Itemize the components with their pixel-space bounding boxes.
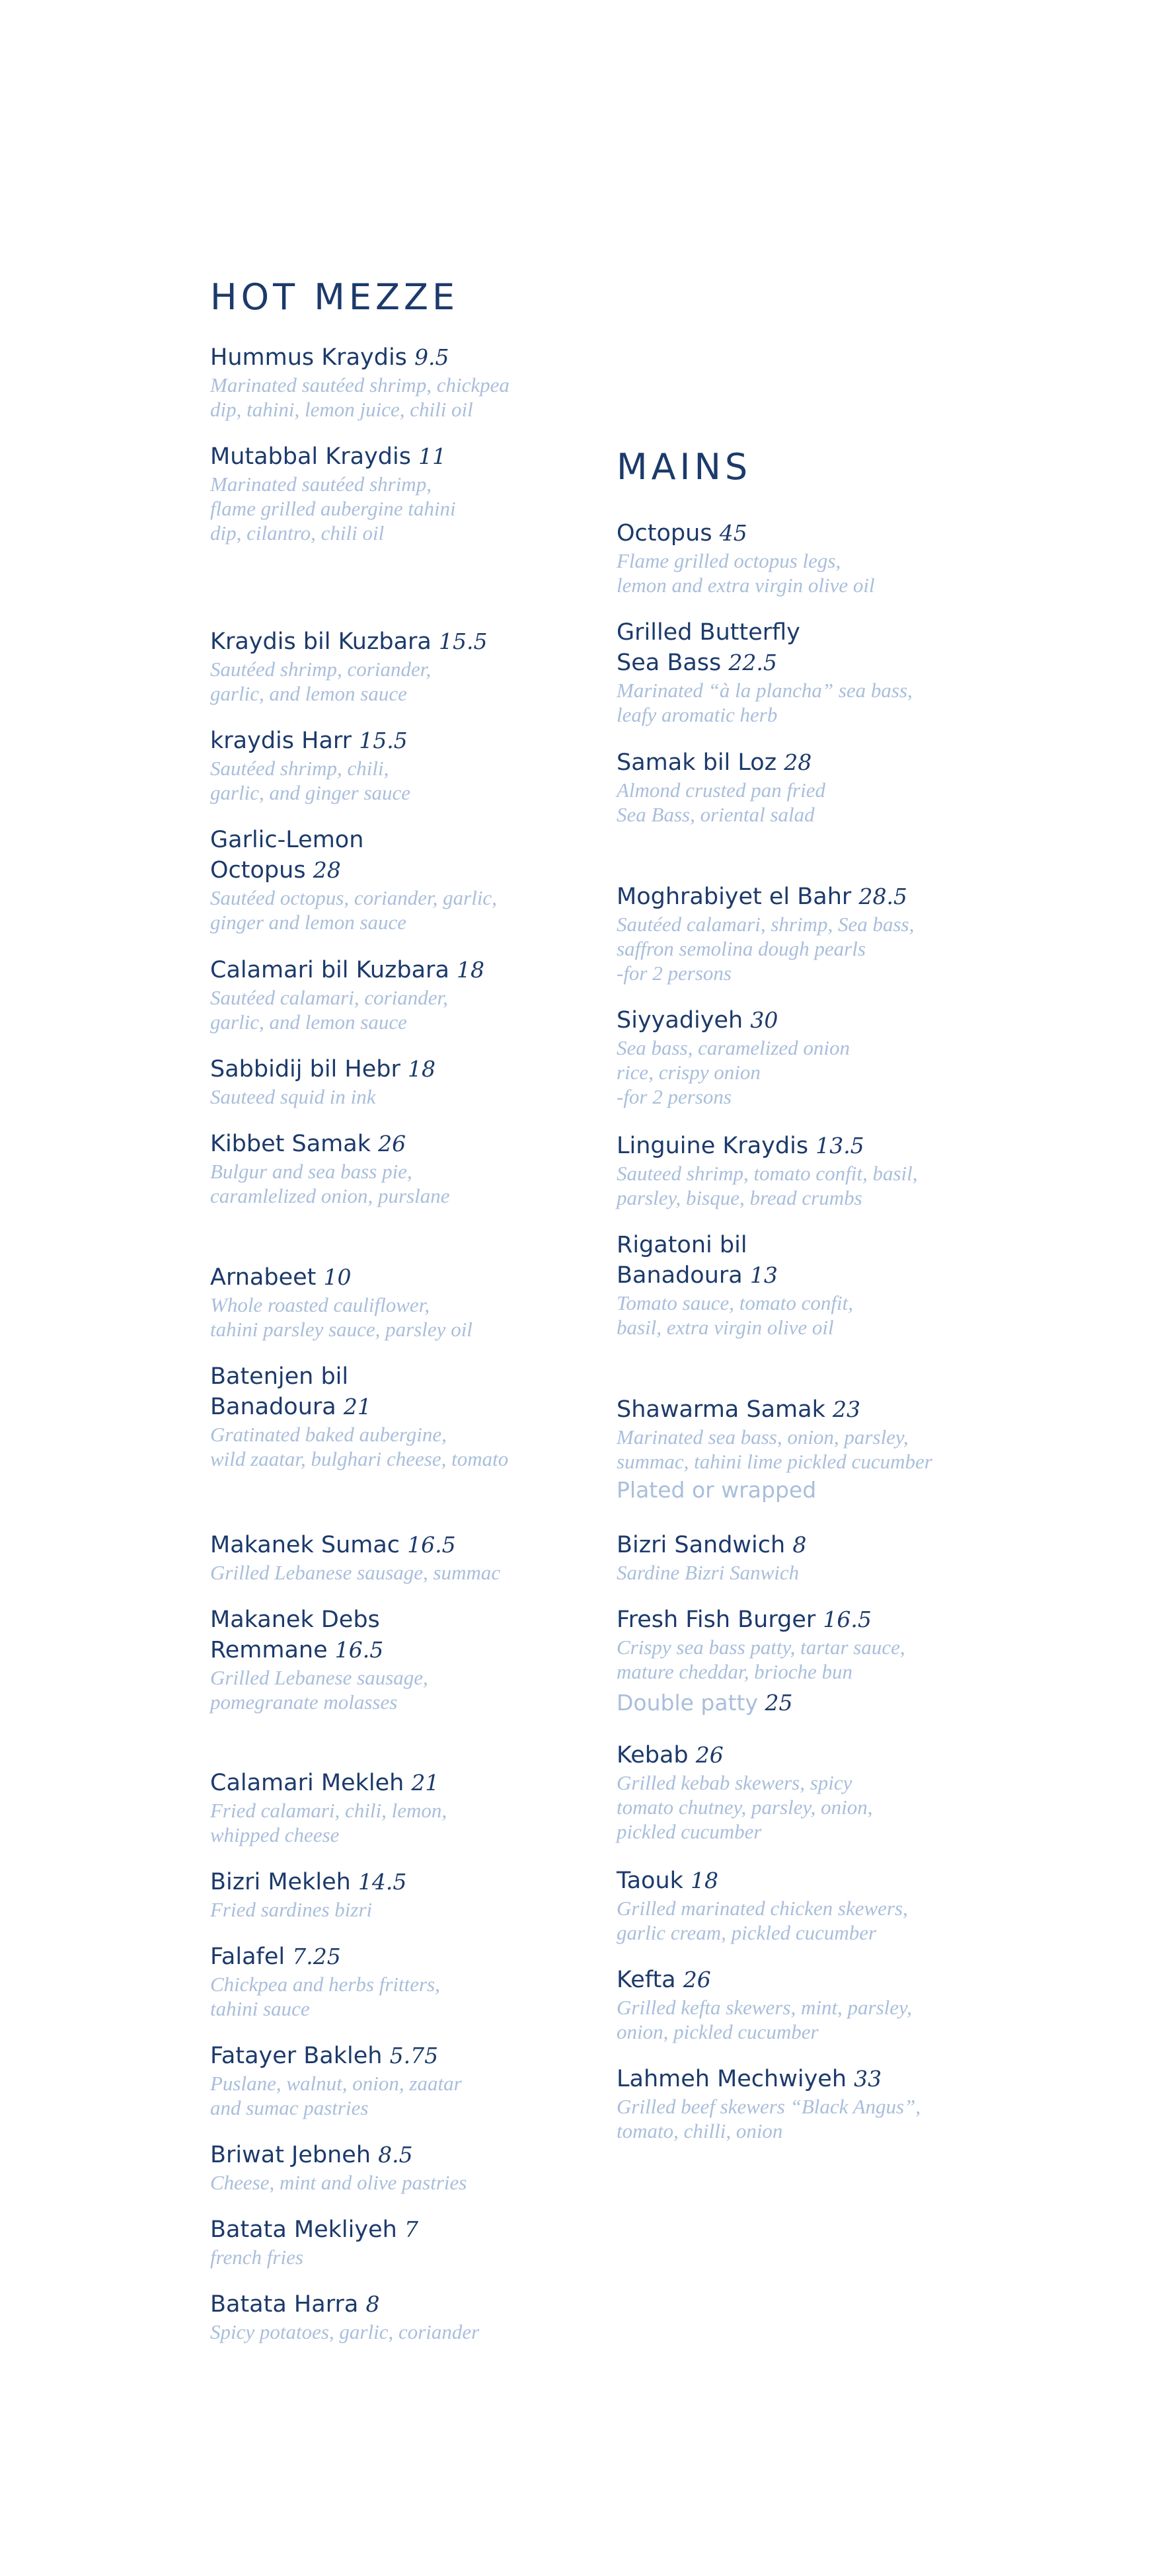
item-price: 15.5 xyxy=(439,628,488,654)
item-description: Sautéed shrimp, chili, xyxy=(210,757,389,780)
menu-item-batata-harra xyxy=(210,2289,580,2344)
item-price: 21 xyxy=(343,1394,371,1420)
item-description: Marinated “à la plancha” sea bass, xyxy=(617,679,913,702)
item-name-text: Moghrabiyet el Bahr xyxy=(617,884,852,910)
item-name xyxy=(617,617,987,648)
double-patty-option: Double patty 25 xyxy=(617,1690,793,1716)
item-price: 18 xyxy=(408,1056,436,1082)
item-name xyxy=(210,342,580,373)
item-description: Fried calamari, chili, lemon, xyxy=(210,1799,447,1822)
item-name-text: Kraydis bil Kuzbara xyxy=(210,628,432,655)
item-description: Cheese, mint and olive pastries xyxy=(210,2171,467,2194)
item-name xyxy=(210,1392,580,1422)
item-description: garlic, and lemon sauce xyxy=(210,682,407,705)
item-name-text: Shawarma Samak xyxy=(617,1396,825,1423)
item-name xyxy=(210,1768,580,1798)
item-name-text: Octopus xyxy=(210,857,306,884)
item-description: wild zaatar, bulghari cheese, tomato xyxy=(210,1447,509,1470)
item-price: 18 xyxy=(457,957,485,983)
item-name-text: Kefta xyxy=(617,1967,676,1993)
item-name xyxy=(210,1262,580,1293)
item-name-text: Batata Mekliyeh xyxy=(210,2216,397,2243)
item-price: 21 xyxy=(411,1770,439,1796)
menu-item-bizri-mekleh xyxy=(210,1867,580,1922)
item-description: Almond crusted pan fried xyxy=(617,778,825,802)
item-name-text: Kebab xyxy=(617,1742,689,1768)
item-description: Marinated sautéed shrimp, xyxy=(210,473,432,496)
item-name xyxy=(617,648,987,678)
item-name xyxy=(210,1129,580,1159)
menu-item-fatayer-bakleh xyxy=(210,2041,580,2120)
item-price: 13 xyxy=(749,1262,778,1288)
item-name xyxy=(617,747,987,778)
item-name-text: Fatayer Bakleh xyxy=(210,2043,383,2069)
menu-item-taouk xyxy=(617,1866,987,1945)
item-description: basil, extra virgin olive oil xyxy=(617,1316,834,1339)
item-price: 30 xyxy=(750,1007,778,1033)
item-description: ginger and lemon sauce xyxy=(210,911,407,934)
item-description: pickled cucumber xyxy=(617,1820,762,1843)
item-description: Marinated sea bass, onion, parsley, xyxy=(617,1425,909,1449)
item-description: -for 2 persons xyxy=(617,1085,732,1108)
item-name xyxy=(210,825,580,855)
item-description: Flame grilled octopus legs, xyxy=(617,549,841,572)
item-description: garlic cream, pickled cucumber xyxy=(617,1921,877,1944)
item-name xyxy=(617,882,987,912)
item-description: Puslane, walnut, onion, zaatar xyxy=(210,2072,462,2095)
item-description: Grilled kefta skewers, mint, parsley, xyxy=(617,1996,912,2019)
menu-item-batata-mekliyeh xyxy=(210,2215,580,2269)
item-price: 26 xyxy=(378,1131,406,1156)
item-name xyxy=(617,518,987,549)
item-description: Whole roasted cauliflower, xyxy=(210,1293,430,1316)
item-price: 8.5 xyxy=(378,2142,413,2168)
item-description: Grilled kebab skewers, spicy xyxy=(617,1771,852,1794)
item-price: 13.5 xyxy=(815,1133,864,1158)
item-description: Sautéed calamari, coriander, xyxy=(210,986,448,1009)
item-description: Grilled beef skewers “Black Angus”, xyxy=(617,2095,921,2118)
item-description: saffron semolina dough pearls xyxy=(617,937,866,960)
item-name xyxy=(210,855,580,886)
item-description: dip, tahini, lemon juice, chili oil xyxy=(210,398,473,421)
item-description: pomegranate molasses xyxy=(210,1690,398,1714)
item-name xyxy=(617,1131,987,1161)
item-description: onion, pickled cucumber xyxy=(617,2020,819,2043)
section-title-hot-mezze: HOT MEZZE xyxy=(210,276,459,318)
item-name-text: kraydis Harr xyxy=(210,728,352,754)
item-name-text: Calamari bil Kuzbara xyxy=(210,957,449,983)
item-description: flame grilled aubergine tahini xyxy=(210,497,456,520)
item-price: 16.5 xyxy=(823,1607,872,1632)
item-name xyxy=(617,1394,987,1425)
item-name xyxy=(617,1866,987,1896)
item-name xyxy=(210,2140,580,2170)
item-price: 9.5 xyxy=(414,344,449,370)
item-name-text: Taouk xyxy=(617,1868,683,1894)
item-price: 10 xyxy=(323,1264,352,1290)
menu-item-briwat-jebneh xyxy=(210,2140,580,2195)
item-price: 28.5 xyxy=(858,884,907,909)
item-name-text: Garlic-Lemon xyxy=(210,827,364,853)
item-description: tahini sauce xyxy=(210,1997,310,2020)
item-name xyxy=(210,726,580,756)
item-price: 5.75 xyxy=(389,2043,439,2068)
menu-item-calamari-bil-kuzbara xyxy=(210,955,580,1034)
menu-item-kraydis-harr xyxy=(210,726,580,805)
item-price: 16.5 xyxy=(407,1532,456,1558)
item-name xyxy=(617,1740,987,1770)
item-description: whipped cheese xyxy=(210,1823,340,1846)
item-name xyxy=(210,1635,580,1665)
double-patty-price: 25 xyxy=(765,1690,793,1716)
item-description: Sea Bass, oriental salad xyxy=(617,803,815,826)
item-name xyxy=(210,1361,580,1392)
menu-item-kibbet-samak xyxy=(210,1129,580,1208)
item-description: garlic, and lemon sauce xyxy=(210,1010,407,1034)
item-name xyxy=(210,1867,580,1897)
item-description: dip, cilantro, chili oil xyxy=(210,521,385,545)
item-name xyxy=(210,1942,580,1972)
item-name-text: Linguine Kraydis xyxy=(617,1133,809,1159)
item-description: Tomato sauce, tomato confit, xyxy=(617,1291,853,1314)
menu-item-siyyadiyeh xyxy=(617,1005,987,1109)
item-name-text: Remmane xyxy=(210,1637,328,1663)
item-name-text: Calamari Mekleh xyxy=(210,1770,404,1796)
menu-item-hummus-kraydis xyxy=(210,342,580,422)
menu-item-kefta xyxy=(617,1965,987,2044)
item-name xyxy=(617,1230,987,1260)
item-price: 18 xyxy=(691,1868,719,1893)
item-description: Grilled marinated chicken skewers, xyxy=(617,1897,908,1920)
item-name-text: Mutabbal Kraydis xyxy=(210,443,411,470)
item-description: summac, tahini lime pickled cucumber xyxy=(617,1450,932,1473)
menu-item-makanek-sumac xyxy=(210,1530,580,1585)
item-name-text: Makanek Debs xyxy=(210,1607,380,1633)
item-name-text: Lahmeh Mechwiyeh xyxy=(617,2066,847,2092)
item-price: 8 xyxy=(365,2291,380,2317)
item-name xyxy=(617,2064,987,2094)
item-description: Fried sardines bizri xyxy=(210,1898,373,1921)
item-description: tomato, chilli, onion xyxy=(617,2119,783,2142)
item-price: 45 xyxy=(719,520,747,546)
item-description: and sumac pastries xyxy=(210,2096,369,2119)
item-description: Gratinated baked aubergine, xyxy=(210,1423,447,1446)
item-name xyxy=(210,626,580,657)
item-description: tahini parsley sauce, parsley oil xyxy=(210,1318,472,1341)
item-price: 28 xyxy=(313,857,341,883)
menu-item-octopus xyxy=(617,518,987,597)
item-description: tomato chutney, parsley, onion, xyxy=(617,1796,873,1819)
menu-item-lahmeh-mechwiyeh xyxy=(617,2064,987,2143)
section-title-mains: MAINS xyxy=(617,446,752,488)
item-name xyxy=(210,2041,580,2071)
menu-item-moghrabiyet-el-bahr xyxy=(617,882,987,985)
item-name-text: Arnabeet xyxy=(210,1264,317,1291)
menu-item-bizri-sandwich xyxy=(617,1530,987,1585)
item-price: 22.5 xyxy=(728,650,777,675)
item-price: 8 xyxy=(792,1532,807,1558)
item-name-text: Briwat Jebneh xyxy=(210,2142,371,2168)
menu-item-shawarma-samak xyxy=(617,1394,987,1474)
item-description: caramlelized onion, purslane xyxy=(210,1184,450,1207)
item-price: 7 xyxy=(404,2216,418,2242)
menu-item-linguine-kraydis xyxy=(617,1131,987,1210)
item-description: -for 2 persons xyxy=(617,962,732,985)
item-name-text: Bizri Mekleh xyxy=(210,1869,351,1895)
item-price: 28 xyxy=(784,749,812,775)
menu-item-mutabbal-kraydis xyxy=(210,441,580,545)
menu-item-rigatoni-bil-banadoura xyxy=(617,1230,987,1340)
item-name-text: Bizri Sandwich xyxy=(617,1532,786,1558)
item-description: mature cheddar, brioche bun xyxy=(617,1660,853,1683)
item-description: rice, crispy onion xyxy=(617,1061,761,1084)
menu-item-kraydis-bil-kuzbara xyxy=(210,626,580,706)
item-description: Sautéed octopus, coriander, garlic, xyxy=(210,886,497,909)
item-name-text: Grilled Butterfly xyxy=(617,619,800,646)
item-description: Bulgur and sea bass pie, xyxy=(210,1160,412,1183)
item-price: 26 xyxy=(695,1742,724,1768)
item-name xyxy=(617,1260,987,1291)
item-name xyxy=(617,1530,987,1560)
item-description: Grilled Lebanese sausage, summac xyxy=(210,1561,501,1584)
menu-item-grilled-butterfly-sea-bass xyxy=(617,617,987,727)
item-description: Grilled Lebanese sausage, xyxy=(210,1666,428,1689)
item-name-text: Banadoura xyxy=(210,1394,336,1420)
item-price: 23 xyxy=(832,1396,860,1422)
item-name xyxy=(617,1965,987,1995)
item-name-text: Batenjen bil xyxy=(210,1363,349,1390)
item-price: 11 xyxy=(418,443,447,469)
menu-item-fresh-fish-burger xyxy=(617,1605,987,1684)
item-description: garlic, and ginger sauce xyxy=(210,781,411,804)
item-description: Spicy potatoes, garlic, coriander xyxy=(210,2320,480,2343)
item-name-text: Kibbet Samak xyxy=(210,1131,371,1157)
item-description: Crispy sea bass patty, tartar sauce, xyxy=(617,1636,905,1659)
item-description: parsley, bisque, bread crumbs xyxy=(617,1186,862,1209)
item-name-text: Sea Bass xyxy=(617,650,722,676)
item-description: Sautéed shrimp, coriander, xyxy=(210,658,432,681)
menu-item-sabbidij-bil-hebr xyxy=(210,1054,580,1109)
item-name-text: Makanek Sumac xyxy=(210,1532,400,1558)
menu-item-garlic-lemon-octopus xyxy=(210,825,580,934)
item-name-text: Siyyadiyeh xyxy=(617,1007,743,1034)
menu-item-arnabeet xyxy=(210,1262,580,1342)
item-name xyxy=(617,1005,987,1036)
item-description: Marinated sautéed shrimp, chickpea xyxy=(210,373,510,397)
item-description: Chickpea and herbs fritters, xyxy=(210,1973,440,1996)
item-description: Sea bass, caramelized onion xyxy=(617,1036,850,1059)
item-price: 7.25 xyxy=(292,1944,341,1969)
item-name-text: Batata Harra xyxy=(210,2291,359,2318)
item-name xyxy=(617,1605,987,1635)
item-price: 16.5 xyxy=(334,1637,384,1663)
item-description: french fries xyxy=(210,2246,303,2269)
menu-item-batenjen-bil-banadoura xyxy=(210,1361,580,1471)
item-name xyxy=(210,1530,580,1560)
menu-item-calamari-mekleh xyxy=(210,1768,580,1847)
item-name xyxy=(210,1605,580,1635)
item-name-text: Sabbidij bil Hebr xyxy=(210,1056,400,1082)
item-price: 33 xyxy=(854,2066,882,2092)
item-name xyxy=(210,2215,580,2245)
item-description: Sautéed calamari, shrimp, Sea bass, xyxy=(617,913,915,936)
item-description: Sauteed shrimp, tomato confit, basil, xyxy=(617,1162,918,1185)
item-price: 15.5 xyxy=(359,728,408,753)
item-name-text: Samak bil Loz xyxy=(617,749,777,776)
menu-item-samak-bil-loz xyxy=(617,747,987,827)
item-description: Sauteed squid in ink xyxy=(210,1085,376,1108)
item-name xyxy=(210,441,580,472)
item-name-text: Hummus Kraydis xyxy=(210,344,407,371)
item-name-text: Falafel xyxy=(210,1944,285,1970)
item-name xyxy=(210,2289,580,2320)
item-name xyxy=(210,955,580,985)
item-description: leafy aromatic herb xyxy=(617,703,778,726)
item-name xyxy=(210,1054,580,1084)
item-name-text: Banadoura xyxy=(617,1262,743,1289)
item-description: Sardine Bizri Sanwich xyxy=(617,1561,800,1584)
menu-item-makanek-debs-remmane xyxy=(210,1605,580,1714)
item-name-text: Octopus xyxy=(617,520,712,547)
item-description: lemon and extra virgin olive oil xyxy=(617,574,875,597)
menu-item-falafel xyxy=(210,1942,580,2021)
item-price: 26 xyxy=(683,1967,711,1992)
item-name-text: Rigatoni bil xyxy=(617,1232,747,1258)
item-price: 14.5 xyxy=(358,1869,407,1895)
plated-or-wrapped-note: Plated or wrapped xyxy=(617,1477,817,1503)
item-name-text: Fresh Fish Burger xyxy=(617,1607,816,1633)
menu-item-kebab xyxy=(617,1740,987,1844)
